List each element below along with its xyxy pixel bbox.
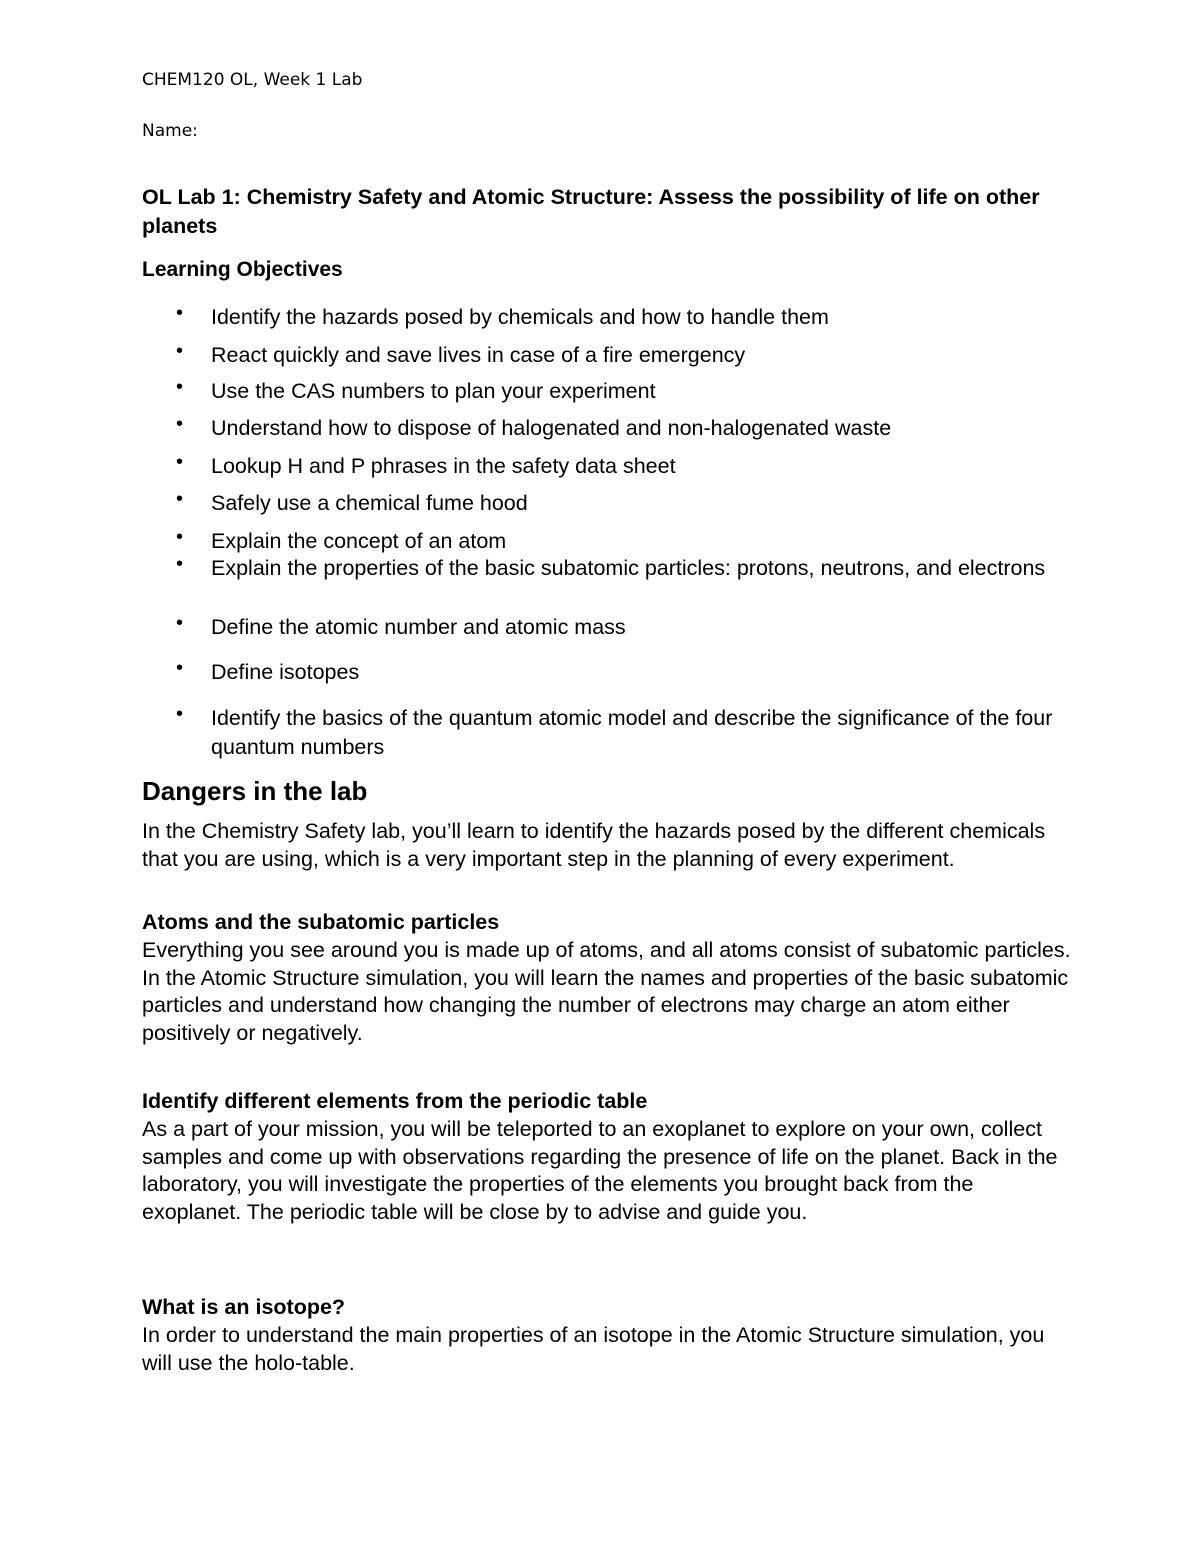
list-item: • Understand how to dispose of halogenated and non-halogenated waste: [142, 414, 1062, 443]
list-item: • Lookup H and P phrases in the safety data sheet: [142, 452, 1062, 481]
bullet-icon: •: [176, 553, 184, 575]
list-item: • Identify the hazards posed by chemicals and how to handle them: [142, 303, 1062, 332]
bullet-icon: •: [176, 451, 184, 473]
bullet-icon: •: [176, 526, 184, 548]
lab-title: OL Lab 1: Chemistry Safety and Atomic Structure: Assess the possibility of life on other planets: [142, 185, 1040, 238]
atoms-heading: Atoms and the subatomic particles: [142, 910, 500, 934]
list-item: • Explain the concept of an atom: [142, 527, 1062, 556]
list-item: • Safely use a chemical fume hood: [142, 489, 1062, 518]
bullet-icon: •: [176, 703, 184, 725]
atoms-paragraph: Everything you see around you is made up of atoms, and all atoms consist of subatomic particles. In the Atomic Structure simulation, you will learn the names and properties of the basic subatomic particles and understand how changing the number of electrons may charge an atom either positively or negatively.: [142, 938, 1071, 1045]
isotope-heading: What is an isotope?: [142, 1295, 346, 1319]
bullet-icon: •: [176, 657, 184, 679]
bullet-icon: •: [176, 612, 184, 634]
bullet-icon: •: [176, 340, 184, 362]
dangers-paragraph: In the Chemistry Safety lab, you’ll learn to identify the hazards posed by the different chemicals that you are using, which is a very important step in the planning of every experiment.: [142, 819, 1046, 871]
isotope-paragraph: In order to understand the main properties of an isotope in the Atomic Structure simulation, you will use the holo-table.: [142, 1323, 1045, 1375]
list-item: • Explain the properties of the basic subatomic particles: protons, neutrons, and electrons: [142, 554, 1062, 583]
elements-paragraph: As a part of your mission, you will be teleported to an exoplanet to explore on your own, collect samples and come up with observations regarding the presence of life on the planet. Back in the laboratory, you will investigate the properties of the elements you brought back from the exoplanet. The periodic table will be close by to advise and guide you.: [142, 1117, 1058, 1224]
bullet-icon: •: [176, 376, 184, 398]
course-header: CHEM120 OL, Week 1 Lab: [142, 70, 363, 90]
list-item: • Define isotopes: [142, 658, 1062, 687]
bullet-icon: •: [176, 488, 184, 510]
list-item: • Identify the basics of the quantum atomic model and describe the significance of the four quantum numbers: [142, 704, 1062, 762]
bullet-icon: •: [176, 302, 184, 324]
name-label: Name:: [142, 121, 198, 141]
list-item: • React quickly and save lives in case of a fire emergency: [142, 341, 1062, 370]
dangers-heading: Dangers in the lab: [142, 776, 368, 806]
list-item: • Use the CAS numbers to plan your experiment: [142, 377, 1062, 406]
bullet-icon: •: [176, 413, 184, 435]
elements-heading: Identify different elements from the periodic table: [142, 1089, 648, 1113]
objectives-heading: Learning Objectives: [142, 258, 343, 281]
list-item: • Define the atomic number and atomic mass: [142, 613, 1062, 642]
